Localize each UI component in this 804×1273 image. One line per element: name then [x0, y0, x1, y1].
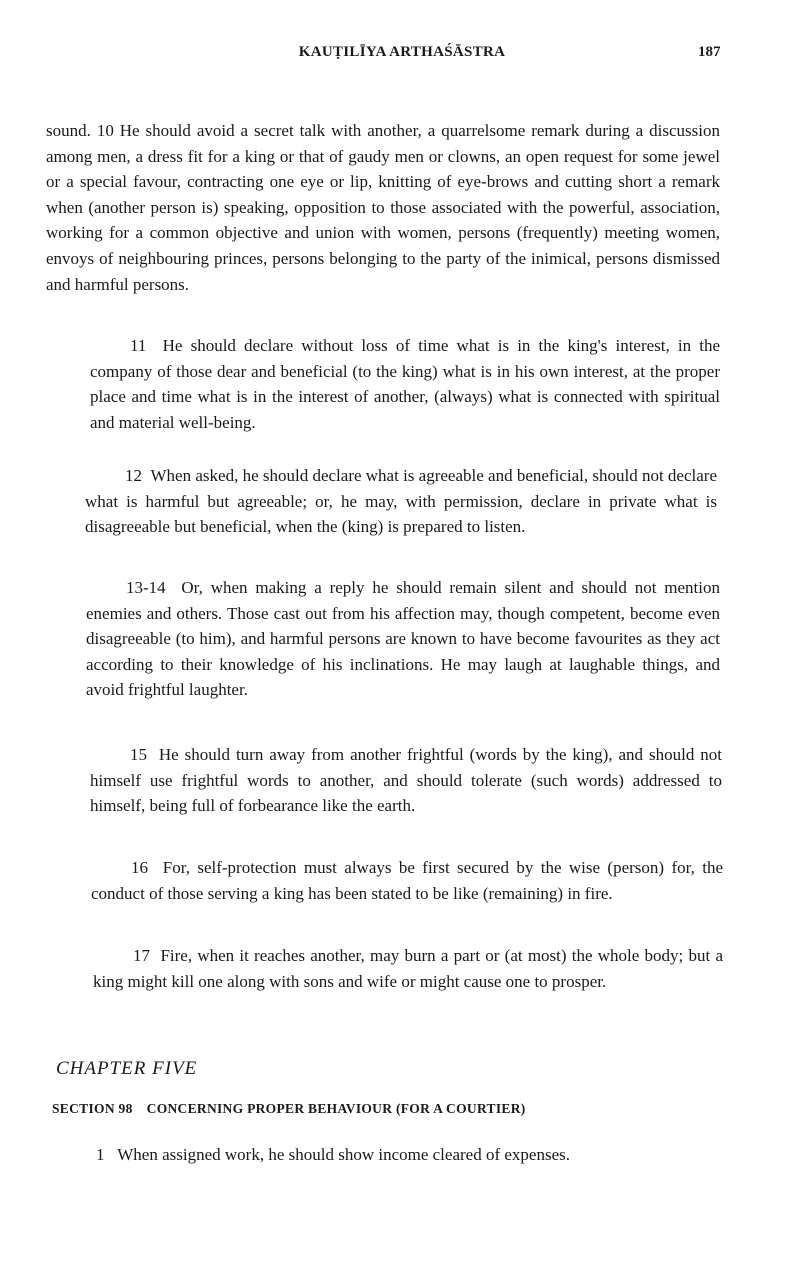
verse-number: 15 — [130, 745, 147, 764]
running-title: KAUṬILĪYA ARTHAŚĀSTRA — [298, 44, 506, 60]
paragraph-text: He should declare without loss of time what is in the king's interest, in the company of those dear and beneficial (to the king) what is in his own interest, at the proper place and time what is in the interest of another, (always) what is connected with spiritual and material well-being. — [90, 336, 721, 432]
verse-number: 13-14 — [126, 578, 166, 597]
verse-paragraph — [85, 463, 717, 540]
verse-paragraph — [86, 575, 720, 703]
section-title: CONCERNING PROPER BEHAVIOUR (FOR A COURTIER) — [146, 1101, 526, 1116]
paragraph-text: When asked, he should declare what is agreeable and beneficial, should not declare what is harmful but agreeable; or, he may, with permission, declare in private what is disagreeable but beneficial, when the (king) is prepared to listen. — [85, 466, 717, 537]
paragraph-text: For, self-protection must always be first secured by the wise (person) for, the conduct of those serving a king has been stated to be like (remaining) in fire. — [91, 858, 723, 903]
paragraph-text: When assigned work, he should show income cleared of expenses. — [117, 1145, 570, 1164]
paragraph-text: Fire, when it reaches another, may burn a part or (at most) the whole body; but a king might kill one along with sons and wife or might cause one to prosper. — [93, 946, 723, 991]
verse-number: 1 — [96, 1145, 105, 1164]
verse-number: 12 — [125, 466, 142, 485]
paragraph-text: Or, when making a reply he should remain silent and should not mention enemies and others. Those cast out from his affection may, though competent, become even disagreeable (to him), and harmful persons are known to have become favourites as they act according to their knowledge of his inclinations. He may laugh at laughable things, and avoid frightful laughter. — [86, 578, 720, 700]
verse-number: 16 — [131, 858, 148, 877]
paragraph-continued — [46, 118, 720, 297]
verse-number: 17 — [133, 946, 150, 965]
verse-paragraph — [91, 855, 723, 906]
verse-paragraph — [93, 943, 723, 994]
verse-paragraph — [90, 333, 720, 435]
paragraph-text: He should turn away from another frightful (words by the king), and should not himself use frightful words to another, and should tolerate (such words) addressed to himself, being full of forbearance like the earth. — [90, 745, 723, 816]
verse-paragraph — [96, 1142, 726, 1168]
paragraph-text: sound. 10 He should avoid a secret talk with another, a quarrelsome remark during a discussion among men, a dress fit for a king or that of gaudy men or clowns, an open request for some jewel or a special favour, contracting one eye or lip, knitting of eye-brows and cutting short a remark when (another person is) speaking, opposition to those associated with the powerful, association, working for a common objective and union with women, persons (frequently) meeting women, envoys of neighbouring princes, persons belonging to the party of the inimical, persons dismissed and harmful persons. — [46, 121, 720, 294]
page-number: 187 — [698, 44, 721, 60]
section-heading — [52, 1101, 526, 1117]
section-label: SECTION 98 — [52, 1101, 133, 1116]
chapter-title: CHAPTER FIVE — [56, 1058, 198, 1079]
verse-paragraph — [90, 742, 722, 819]
verse-number: 11 — [130, 336, 147, 355]
